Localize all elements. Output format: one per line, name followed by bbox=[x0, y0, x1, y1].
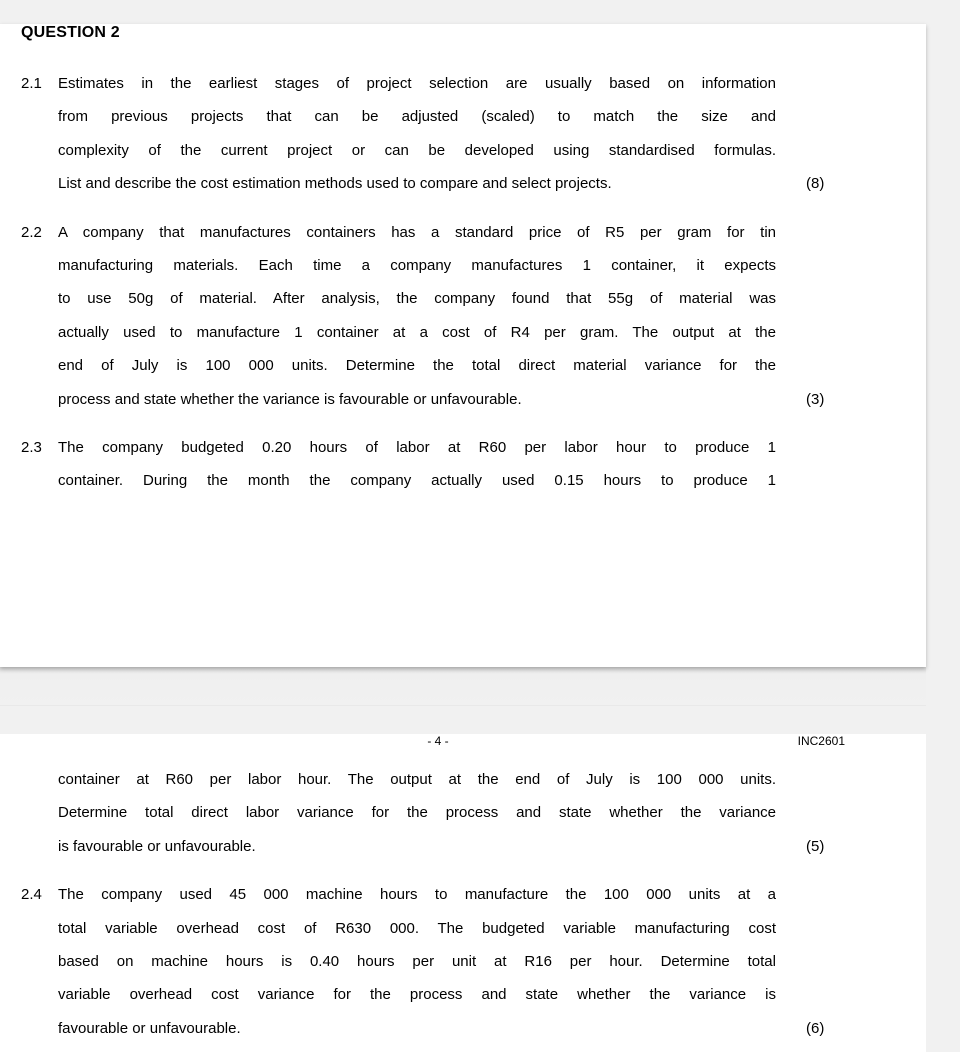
text-line: is favourable or unfavourable. bbox=[58, 837, 256, 855]
page-2-sections bbox=[0, 763, 926, 1045]
course-code: INC2601 bbox=[797, 734, 845, 748]
marks-badge: (3) bbox=[806, 390, 825, 408]
text-line: List and describe the cost estimation methods used to compare and select projects. bbox=[58, 175, 612, 193]
section-number: 2.1 bbox=[21, 75, 42, 92]
text-line: end of July is 100 000 units. Determine the total direct material variance for the bbox=[58, 357, 776, 375]
document-viewer[interactable] bbox=[0, 24, 960, 1052]
text-line: The company used 45 000 machine hours to manufacture the 100 000 units at a bbox=[58, 886, 776, 904]
text-line: to use 50g of material. After analysis, the company found that 55g of material was bbox=[58, 290, 776, 308]
section-number bbox=[0, 763, 58, 863]
marks-badge: (8) bbox=[806, 175, 825, 193]
marks-badge: (5) bbox=[806, 837, 825, 855]
question-section bbox=[0, 763, 926, 863]
section-paragraph bbox=[58, 878, 825, 1045]
document-page-1 bbox=[0, 24, 926, 667]
text-line: The company budgeted 0.20 hours of labor at R60 per labor hour to produce 1 bbox=[58, 438, 776, 456]
page-number: - 4 - bbox=[427, 734, 449, 748]
section-paragraph bbox=[58, 431, 776, 498]
text-line: actually used to manufacture 1 container at a cost of R4 per gram. The output at the bbox=[58, 323, 776, 341]
section-number: 2.2 bbox=[21, 223, 42, 241]
text-line: Estimates in the earliest stages of project selection are usually based on information bbox=[58, 75, 776, 92]
text-line: total variable overhead cost of R630 000. The budgeted variable manufacturing cost bbox=[58, 919, 776, 937]
section-paragraph bbox=[58, 763, 825, 863]
text-line: process and state whether the variance is favourable or unfavourable. bbox=[58, 390, 522, 408]
section-paragraph bbox=[58, 67, 825, 201]
text-line: container at R60 per labor hour. The output at the end of July is 100 000 units. bbox=[58, 771, 776, 788]
question-section bbox=[0, 878, 926, 1045]
text-line: container. During the month the company actually used 0.15 hours to produce 1 bbox=[58, 472, 776, 490]
question-title: QUESTION 2 bbox=[21, 24, 120, 41]
page-gap bbox=[0, 667, 926, 706]
text-line: variable overhead cost variance for the process and state whether the variance is bbox=[58, 986, 776, 1004]
section-number: 2.4 bbox=[21, 886, 42, 904]
page-header bbox=[79, 734, 845, 748]
section-number: 2.3 bbox=[21, 438, 42, 456]
text-line: complexity of the current project or can be developed using standardised formulas. bbox=[58, 141, 776, 159]
text-line: manufacturing materials. Each time a company manufactures 1 container, it expects bbox=[58, 256, 776, 274]
page-1-sections bbox=[0, 67, 926, 498]
text-line: based on machine hours is 0.40 hours per unit at R16 per hour. Determine total bbox=[58, 952, 776, 970]
text-line: favourable or unfavourable. bbox=[58, 1019, 241, 1037]
question-section bbox=[0, 431, 926, 498]
marks-badge: (6) bbox=[806, 1019, 825, 1037]
text-line: from previous projects that can be adjusted (scaled) to match the size and bbox=[58, 108, 776, 126]
section-paragraph bbox=[58, 216, 825, 416]
question-section bbox=[0, 67, 926, 201]
text-line: A company that manufactures containers has a standard price of R5 per gram for tin bbox=[58, 223, 776, 241]
text-line: Determine total direct labor variance for the process and state whether the variance bbox=[58, 804, 776, 822]
question-section bbox=[0, 216, 926, 416]
document-page-2 bbox=[0, 734, 926, 1052]
